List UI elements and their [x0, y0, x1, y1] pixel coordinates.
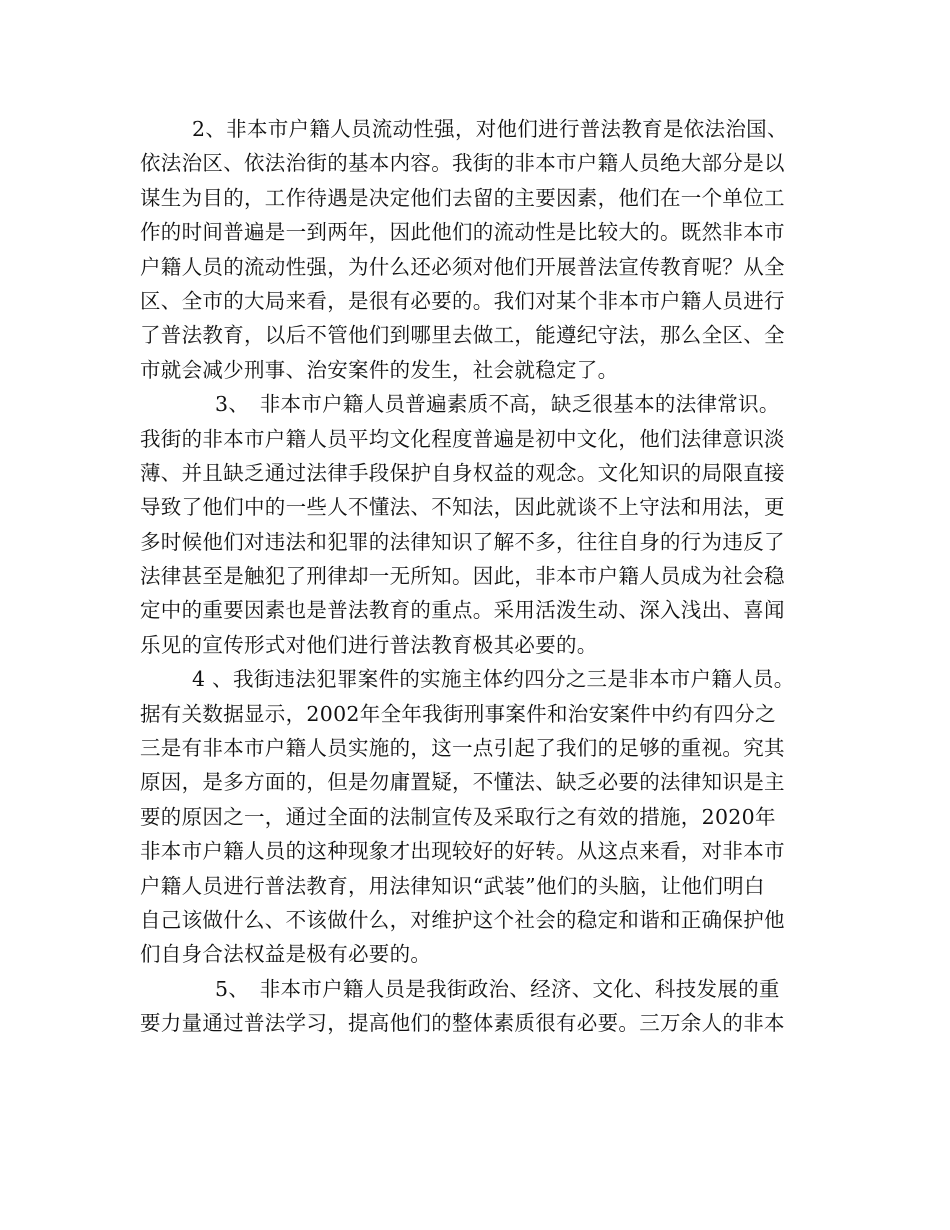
paragraph-4-line-4: 原因，是多方面的，但是勿庸置疑，不懂法、缺乏必要的法律知识是主 — [140, 770, 785, 795]
paragraph-4-line-1: 4 、我街违法犯罪案件的实施主体约四分之三是非本市户籍人员。 — [192, 667, 795, 692]
paragraph-2-line-8: 市就会减少刑事、治安案件的发生，社会就稳定了。 — [140, 357, 619, 382]
paragraph-3-line-3: 薄、并且缺乏通过法律手段保护自身权益的观念。文化知识的局限直接 — [140, 460, 785, 485]
paragraph-2-line-4: 作的时间普遍是一到两年，因此他们的流动性是比较大的。既然非本市 — [140, 220, 785, 245]
paragraph-4-line-8: 自己该做什么、不该做什么，对维护这个社会的稳定和谐和正确保护他 — [140, 907, 785, 932]
paragraph-2-line-3: 谋生为目的，工作待遇是决定他们去留的主要因素，他们在一个单位工 — [140, 185, 785, 210]
paragraph-4-line-2: 据有关数据显示，2002年全年我街刑事案件和治安案件中约有四分之 — [140, 701, 776, 726]
paragraph-2-line-6: 区、全市的大局来看，是很有必要的。我们对某个非本市户籍人员进行 — [140, 288, 785, 313]
paragraph-2-line-5: 户籍人员的流动性强，为什么还必须对他们开展普法宣传教育呢？从全 — [140, 254, 785, 279]
paragraph-3-line-5: 多时候他们对违法和犯罪的法律知识了解不多，往往自身的行为违反了 — [140, 529, 785, 554]
paragraph-5-line-1: 5、 非本市户籍人员是我街政治、经济、文化、科技发展的重 — [215, 976, 780, 1001]
paragraph-3-line-4: 导致了他们中的一些人不懂法、不知法，因此就谈不上守法和用法，更 — [140, 495, 785, 520]
paragraph-3-line-8: 乐见的宣传形式对他们进行普法教育极其必要的。 — [140, 632, 598, 657]
paragraph-4-line-9: 们自身合法权益是极有必要的。 — [140, 942, 432, 967]
paragraph-3-line-6: 法律甚至是触犯了刑律却一无所知。因此，非本市户籍人员成为社会稳 — [140, 564, 785, 589]
document-body — [140, 112, 830, 1041]
paragraph-4-line-5: 要的原因之一，通过全面的法制宣传及采取行之有效的措施，2020年 — [140, 804, 776, 829]
paragraph-3-line-2: 我街的非本市户籍人员平均文化程度普遍是初中文化，他们法律意识淡 — [140, 426, 785, 451]
paragraph-2-line-1: 2、非本市户籍人员流动性强，对他们进行普法教育是依法治国、 — [192, 117, 788, 141]
paragraph-4-line-3: 三是有非本市户籍人员实施的，这一点引起了我们的足够的重视。究其 — [140, 736, 785, 761]
paragraph-2-line-2: 依法治区、依法治街的基本内容。我街的非本市户籍人员绝大部分是以 — [140, 151, 785, 176]
paragraph-4-line-6: 非本市户籍人员的这种现象才出现较好的好转。从这点来看，对非本市 — [140, 839, 785, 864]
paragraph-4-line-7: 户籍人员进行普法教育，用法律知识“武装”他们的头脑，让他们明白 — [140, 873, 765, 898]
paragraph-2-line-7: 了普法教育，以后不管他们到哪里去做工，能遵纪守法，那么全区、全 — [140, 323, 785, 348]
paragraph-3-line-1: 3、 非本市户籍人员普遍素质不高，缺乏很基本的法律常识。 — [215, 392, 780, 417]
paragraph-5-line-2: 要力量通过普法学习，提高他们的整体素质很有必要。三万余人的非本 — [140, 1011, 785, 1036]
paragraph-3-line-7: 定中的重要因素也是普法教育的重点。采用活泼生动、深入浅出、喜闻 — [140, 598, 785, 623]
